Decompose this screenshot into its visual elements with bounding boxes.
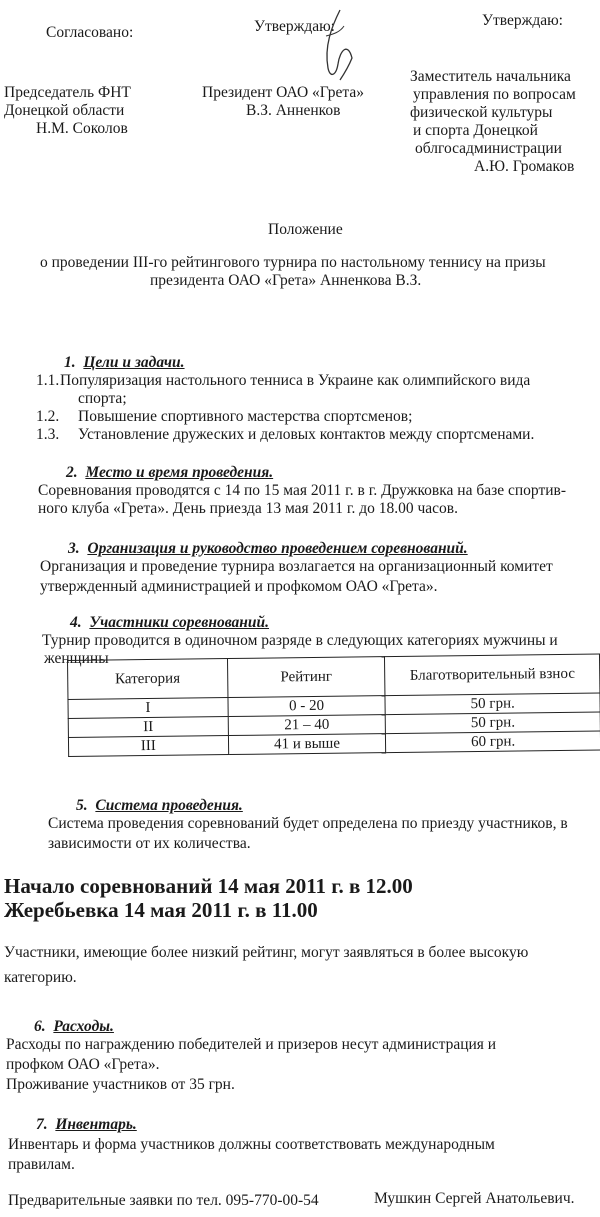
section-1-number: 1. xyxy=(64,354,76,371)
applications-phone: Предварительные заявки по тел. 095-770-00-54 xyxy=(8,1192,319,1209)
section-6-line2: профком ОАО «Грета». xyxy=(6,1056,160,1073)
item-1-3-number: 1.3. xyxy=(36,426,60,443)
section-4-title: Участники соревнований. xyxy=(89,614,270,631)
approve-right-line1: Заместитель начальника xyxy=(410,68,571,85)
cell-category: II xyxy=(68,717,228,738)
section-2-number: 2. xyxy=(66,464,78,481)
section-6-title: Расходы. xyxy=(53,1018,114,1035)
approve-right-line4: и спорта Донецкой xyxy=(413,122,538,139)
approve-right-label: Утверждаю: xyxy=(482,12,563,29)
handwritten-signature xyxy=(318,6,358,86)
section-3-number: 3. xyxy=(68,540,80,557)
approve-center-position: Президент ОАО «Грета» xyxy=(202,84,365,101)
table-header-row xyxy=(68,654,600,699)
cell-category: III xyxy=(68,736,228,757)
approve-right-line2: управления по вопросам xyxy=(413,86,576,103)
section-6-line1: Расходы по награждению победителей и призеров несут администрация и xyxy=(6,1036,497,1053)
agreed-position-line1: Председатель ФНТ xyxy=(4,84,131,101)
header-category: Категория xyxy=(68,659,228,700)
item-1-1-number: 1.1. xyxy=(36,372,60,389)
section-1-title: Цели и задачи. xyxy=(83,354,185,371)
approve-center-label: Утверждаю: xyxy=(254,18,335,35)
section-3-line1: Организация и проведение турнира возлагается на организационный комитет xyxy=(40,558,553,575)
approve-right-line3: физической культуры xyxy=(410,104,553,121)
section-6-line3: Проживание участников от 35 грн. xyxy=(6,1076,235,1093)
section-1-heading xyxy=(64,354,185,372)
section-5-number: 5. xyxy=(76,797,88,814)
cell-fee: 50 грн. xyxy=(385,693,600,715)
section-5-heading xyxy=(76,797,243,815)
item-1-2-text: Повышение спортивного мастерства спортсменов; xyxy=(78,408,413,425)
header-fee: Благотворительный взнос xyxy=(385,654,600,696)
section-2-title: Место и время проведения. xyxy=(85,464,274,481)
cell-category: I xyxy=(68,698,228,719)
note-line1: Участники, имеющие более низкий рейтинг, могут заявляться в более высокую xyxy=(4,944,529,961)
approve-right-line5: облгосадминистрации xyxy=(415,140,562,157)
section-6-heading xyxy=(34,1018,114,1036)
section-3-line2: утвержденный администрацией и профкомом ОАО «Грета». xyxy=(40,578,438,595)
section-4-line1: Турнир проводится в одиночном разряде в следующих категориях мужчины и xyxy=(42,632,558,649)
section-7-line2: правилам. xyxy=(8,1156,75,1173)
section-5-line1: Система проведения соревнований будет определена по приезду участников, в xyxy=(48,815,568,832)
note-line2: категорию. xyxy=(4,969,77,986)
section-7-title: Инвентарь. xyxy=(55,1116,137,1133)
approve-center-name: В.З. Анненков xyxy=(246,102,341,119)
item-1-2-number: 1.2. xyxy=(36,408,60,425)
draw-announcement: Жеребьевка 14 мая 2011 г. в 11.00 xyxy=(4,898,318,922)
section-7-line1: Инвентарь и форма участников должны соответствовать международным xyxy=(8,1136,495,1153)
doc-subtitle-line2: президента ОАО «Грета» Анненкова В.З. xyxy=(150,272,422,289)
cell-rating: 41 и выше xyxy=(228,734,386,755)
section-7-heading xyxy=(36,1116,137,1134)
category-table xyxy=(67,653,600,757)
section-2-line1: Соревнования проводятся с 14 по 15 мая 2011 г. в г. Дружковка на базе спортив- xyxy=(38,482,567,499)
item-1-3-text: Установление дружеских и деловых контактов между спортсменами. xyxy=(78,426,535,443)
cell-rating: 0 - 20 xyxy=(228,696,386,717)
cell-fee: 60 грн. xyxy=(386,731,600,753)
start-announcement: Начало соревнований 14 мая 2011 г. в 12.00 xyxy=(4,874,413,898)
section-4-number: 4. xyxy=(70,614,82,631)
cell-rating: 21 – 40 xyxy=(228,715,386,736)
section-5-title: Система проведения. xyxy=(95,797,243,814)
doc-title: Положение xyxy=(268,221,343,238)
item-1-1-continuation: спорта; xyxy=(78,390,127,407)
section-3-heading xyxy=(68,540,468,558)
item-1-1-text: Популяризация настольного тенниса в Украине как олимпийского вида xyxy=(60,372,531,389)
section-3-title: Организация и руководство проведением соревнований. xyxy=(87,540,468,557)
section-2-line2: ного клуба «Грета». День приезда 13 мая 2011 г. до 18.00 часов. xyxy=(38,500,458,517)
agreed-position-line2: Донецкой области xyxy=(4,102,125,119)
cell-fee: 50 грн. xyxy=(385,712,600,734)
section-5-line2: зависимости от их количества. xyxy=(48,835,251,852)
section-2-heading xyxy=(66,464,273,482)
contact-person: Мушкин Сергей Анатольевич. xyxy=(374,1190,575,1207)
section-4-line2: женщины xyxy=(44,650,109,667)
agreed-name: Н.М. Соколов xyxy=(36,120,128,137)
section-7-number: 7. xyxy=(36,1116,48,1133)
header-rating: Рейтинг xyxy=(227,657,385,698)
approve-right-name: А.Ю. Громаков xyxy=(474,158,575,175)
agreed-label: Согласовано: xyxy=(46,24,134,41)
section-6-number: 6. xyxy=(34,1018,46,1035)
doc-subtitle-line1: о проведении III-го рейтингового турнира по настольному теннису на призы xyxy=(40,254,546,271)
section-4-heading xyxy=(70,614,269,632)
